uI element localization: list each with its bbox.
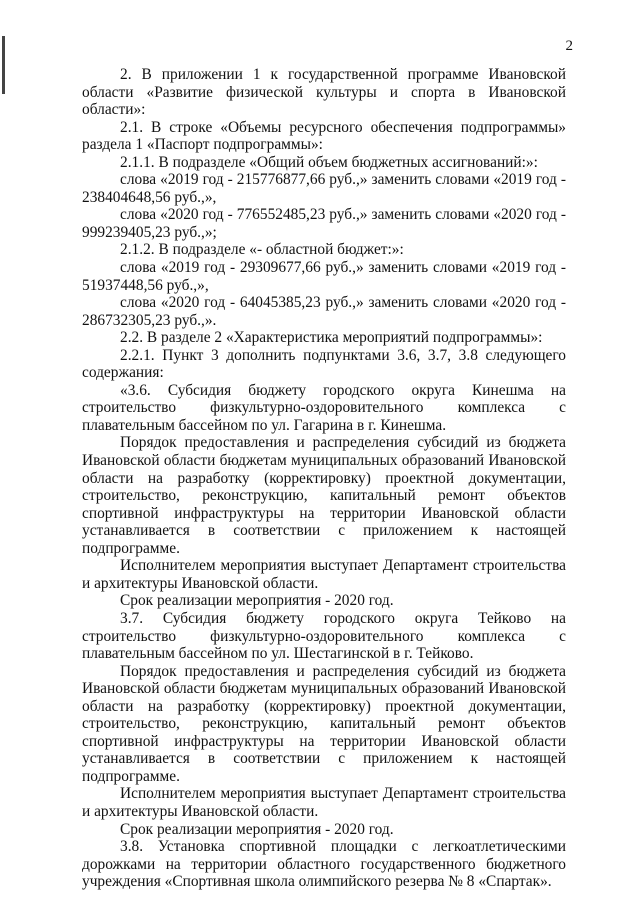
paragraph-replace-2019-regional: слова «2019 год - 29309677,66 руб.,» заменить словами «2019 год - 51937448,56 руб.,», (82, 259, 566, 294)
paragraph-replace-2020-regional: слова «2020 год - 64045385,23 руб.,» заменить словами «2020 год - 286732305,23 руб.,». (82, 294, 566, 329)
paragraph-2-2: 2.2. В разделе 2 «Характеристика мероприятий подпрограммы»: (120, 329, 543, 347)
paragraph-3-6: «3.6. Субсидия бюджету городского округа Кинешма на строительство физкультурно-оздоровительного комплекса с плавательным бассейном по ул. Гагарина в г. Кинешма. (82, 381, 566, 434)
page-number: 2 (565, 38, 573, 54)
paragraph-term-kineshma: Срок реализации мероприятия - 2020 год. (120, 592, 394, 610)
paragraph-procedure-teykovo: Порядок предоставления и распределения субсидий из бюджета Ивановской области бюджетам муниципальных образований Ивановской области на разработку (корректировку) проектной документации, строительство, реконструкцию, капитальный ремонт объектов спортивной инфраструктуры на территории Ивановской области устанавливается в соответствии с приложением к настоящей подпрограмме. (82, 662, 566, 785)
paragraph-2: 2. В приложении 1 к государственной программе Ивановской области «Развитие физической культуры и спорта в Ивановской области»: (82, 66, 566, 119)
paragraph-3-7: 3.7. Субсидия бюджету городского округа Тейково на строительство физкультурно-оздоровительного комплекса с плавательным бассейном по ул. Шестагинской в г. Тейково. (82, 609, 566, 663)
paragraph-executor-teykovo: Исполнителем мероприятия выступает Департамент строительства и архитектуры Ивановской области. (82, 785, 566, 820)
document-body (82, 66, 566, 891)
paragraph-2-1-2: 2.1.2. В подразделе «- областной бюджет:»: (120, 241, 404, 259)
page-edge-mark (2, 36, 5, 94)
paragraph-procedure-kineshma: Порядок предоставления и распределения субсидий из бюджета Ивановской области бюджетам муниципальных образований Ивановской области на разработку (корректировку) проектной документации, строительство, реконструкцию, капитальный ремонт объектов спортивной инфраструктуры на территории Ивановской области устанавливается в соответствии с приложением к настоящей подпрограмме. (82, 434, 566, 557)
paragraph-term-teykovo: Срок реализации мероприятия - 2020 год. (120, 820, 394, 838)
paragraph-executor-kineshma: Исполнителем мероприятия выступает Департамент строительства и архитектуры Ивановской области. (82, 557, 566, 592)
paragraph-2-1: 2.1. В строке «Объемы ресурсного обеспечения подпрограммы» раздела 1 «Паспорт подпрограммы»: (82, 118, 566, 154)
paragraph-3-8: 3.8. Установка спортивной площадки с легкоатлетическими дорожками на территории областного государственного бюджетного учреждения «Спортивная школа олимпийского резерва № 8 «Спартак». (82, 838, 566, 891)
paragraph-replace-2019-total: слова «2019 год - 215776877,66 руб.,» заменить словами «2019 год - 238404648,56 руб.,», (82, 171, 566, 206)
paragraph-2-2-1: 2.2.1. Пункт 3 дополнить подпунктами 3.6, 3.7, 3.8 следующего содержания: (82, 346, 566, 382)
paragraph-replace-2020-total: слова «2020 год - 776552485,23 руб.,» заменить словами «2020 год - 999239405,23 руб.,»; (82, 206, 566, 241)
paragraph-2-1-1: 2.1.1. В подразделе «Общий объем бюджетных ассигнований:»: (120, 153, 538, 171)
